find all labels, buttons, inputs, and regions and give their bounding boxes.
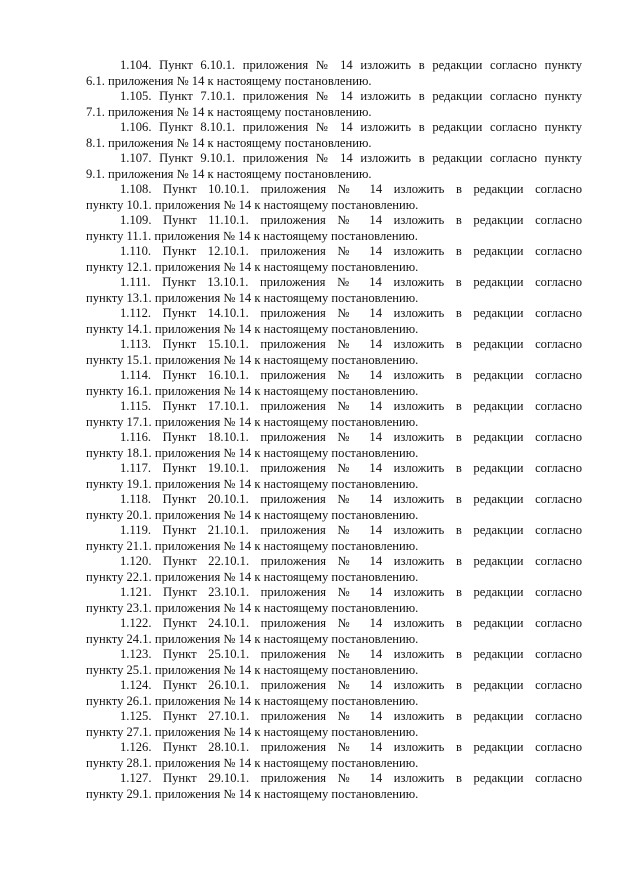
paragraph-second-line: 6.1. приложения № 14 к настоящему постановлению.	[86, 73, 372, 88]
paragraph-first-line: 1.122. Пункт 24.10.1. приложения № 14 изложить в редакции согласно	[120, 616, 582, 630]
paragraph-second-line: пункту 29.1. приложения № 14 к настоящему постановлению.	[86, 786, 419, 801]
paragraph-first-line: 1.119. Пункт 21.10.1. приложения № 14 изложить в редакции согласно	[120, 523, 582, 537]
paragraph-second-line: пункту 18.1. приложения № 14 к настоящему постановлению.	[86, 445, 419, 460]
paragraph-second-line: пункту 13.1. приложения № 14 к настоящему постановлению.	[86, 290, 419, 305]
paragraph-second-line: пункту 24.1. приложения № 14 к настоящему постановлению.	[86, 631, 419, 646]
paragraph-first-line: 1.112. Пункт 14.10.1. приложения № 14 изложить в редакции согласно	[120, 306, 582, 320]
amendment-list	[86, 58, 582, 802]
paragraph-first-line: 1.120. Пункт 22.10.1. приложения № 14 изложить в редакции согласно	[120, 554, 582, 568]
amendment-paragraph	[86, 368, 582, 399]
amendment-paragraph	[86, 647, 582, 678]
paragraph-second-line: пункту 23.1. приложения № 14 к настоящему постановлению.	[86, 600, 419, 615]
paragraph-second-line: пункту 25.1. приложения № 14 к настоящему постановлению.	[86, 662, 419, 677]
paragraph-second-line: пункту 26.1. приложения № 14 к настоящему постановлению.	[86, 693, 419, 708]
amendment-paragraph	[86, 58, 582, 89]
amendment-paragraph	[86, 523, 582, 554]
paragraph-first-line: 1.126. Пункт 28.10.1. приложения № 14 изложить в редакции согласно	[120, 740, 582, 754]
paragraph-second-line: пункту 10.1. приложения № 14 к настоящему постановлению.	[86, 197, 419, 212]
paragraph-first-line: 1.117. Пункт 19.10.1. приложения № 14 изложить в редакции согласно	[120, 461, 582, 475]
amendment-paragraph	[86, 399, 582, 430]
amendment-paragraph	[86, 306, 582, 337]
paragraph-first-line: 1.104. Пункт 6.10.1. приложения № 14 изложить в редакции согласно пункту	[120, 58, 582, 72]
paragraph-second-line: пункту 28.1. приложения № 14 к настоящему постановлению.	[86, 755, 419, 770]
paragraph-second-line: 9.1. приложения № 14 к настоящему постановлению.	[86, 166, 372, 181]
paragraph-first-line: 1.108. Пункт 10.10.1. приложения № 14 изложить в редакции согласно	[120, 182, 582, 196]
paragraph-second-line: пункту 20.1. приложения № 14 к настоящему постановлению.	[86, 507, 419, 522]
paragraph-first-line: 1.125. Пункт 27.10.1. приложения № 14 изложить в редакции согласно	[120, 709, 582, 723]
paragraph-first-line: 1.121. Пункт 23.10.1. приложения № 14 изложить в редакции согласно	[120, 585, 582, 599]
amendment-paragraph	[86, 461, 582, 492]
paragraph-first-line: 1.110. Пункт 12.10.1. приложения № 14 изложить в редакции согласно	[120, 244, 582, 258]
amendment-paragraph	[86, 213, 582, 244]
amendment-paragraph	[86, 678, 582, 709]
amendment-paragraph	[86, 492, 582, 523]
paragraph-second-line: 7.1. приложения № 14 к настоящему постановлению.	[86, 104, 372, 119]
amendment-paragraph	[86, 89, 582, 120]
paragraph-second-line: 8.1. приложения № 14 к настоящему постановлению.	[86, 135, 372, 150]
amendment-paragraph	[86, 151, 582, 182]
paragraph-first-line: 1.105. Пункт 7.10.1. приложения № 14 изложить в редакции согласно пункту	[120, 89, 582, 103]
paragraph-second-line: пункту 17.1. приложения № 14 к настоящему постановлению.	[86, 414, 419, 429]
paragraph-first-line: 1.106. Пункт 8.10.1. приложения № 14 изложить в редакции согласно пункту	[120, 120, 582, 134]
paragraph-first-line: 1.111. Пункт 13.10.1. приложения № 14 изложить в редакции согласно	[120, 275, 582, 289]
paragraph-second-line: пункту 11.1. приложения № 14 к настоящему постановлению.	[86, 228, 418, 243]
amendment-paragraph	[86, 182, 582, 213]
paragraph-first-line: 1.124. Пункт 26.10.1. приложения № 14 изложить в редакции согласно	[120, 678, 582, 692]
paragraph-second-line: пункту 14.1. приложения № 14 к настоящему постановлению.	[86, 321, 419, 336]
amendment-paragraph	[86, 275, 582, 306]
amendment-paragraph	[86, 430, 582, 461]
paragraph-first-line: 1.123. Пункт 25.10.1. приложения № 14 изложить в редакции согласно	[120, 647, 582, 661]
amendment-paragraph	[86, 771, 582, 802]
amendment-paragraph	[86, 244, 582, 275]
paragraph-first-line: 1.107. Пункт 9.10.1. приложения № 14 изложить в редакции согласно пункту	[120, 151, 582, 165]
paragraph-first-line: 1.118. Пункт 20.10.1. приложения № 14 изложить в редакции согласно	[120, 492, 582, 506]
paragraph-second-line: пункту 16.1. приложения № 14 к настоящему постановлению.	[86, 383, 419, 398]
paragraph-second-line: пункту 12.1. приложения № 14 к настоящему постановлению.	[86, 259, 419, 274]
paragraph-first-line: 1.127. Пункт 29.10.1. приложения № 14 изложить в редакции согласно	[120, 771, 582, 785]
amendment-paragraph	[86, 709, 582, 740]
paragraph-first-line: 1.114. Пункт 16.10.1. приложения № 14 изложить в редакции согласно	[120, 368, 582, 382]
paragraph-second-line: пункту 15.1. приложения № 14 к настоящему постановлению.	[86, 352, 419, 367]
amendment-paragraph	[86, 554, 582, 585]
paragraph-first-line: 1.115. Пункт 17.10.1. приложения № 14 изложить в редакции согласно	[120, 399, 582, 413]
paragraph-second-line: пункту 19.1. приложения № 14 к настоящему постановлению.	[86, 476, 419, 491]
amendment-paragraph	[86, 120, 582, 151]
amendment-paragraph	[86, 585, 582, 616]
paragraph-first-line: 1.109. Пункт 11.10.1. приложения № 14 изложить в редакции согласно	[120, 213, 582, 227]
amendment-paragraph	[86, 740, 582, 771]
paragraph-first-line: 1.116. Пункт 18.10.1. приложения № 14 изложить в редакции согласно	[120, 430, 582, 444]
paragraph-second-line: пункту 27.1. приложения № 14 к настоящему постановлению.	[86, 724, 419, 739]
amendment-paragraph	[86, 616, 582, 647]
amendment-paragraph	[86, 337, 582, 368]
paragraph-second-line: пункту 21.1. приложения № 14 к настоящему постановлению.	[86, 538, 419, 553]
paragraph-first-line: 1.113. Пункт 15.10.1. приложения № 14 изложить в редакции согласно	[120, 337, 582, 351]
paragraph-second-line: пункту 22.1. приложения № 14 к настоящему постановлению.	[86, 569, 419, 584]
